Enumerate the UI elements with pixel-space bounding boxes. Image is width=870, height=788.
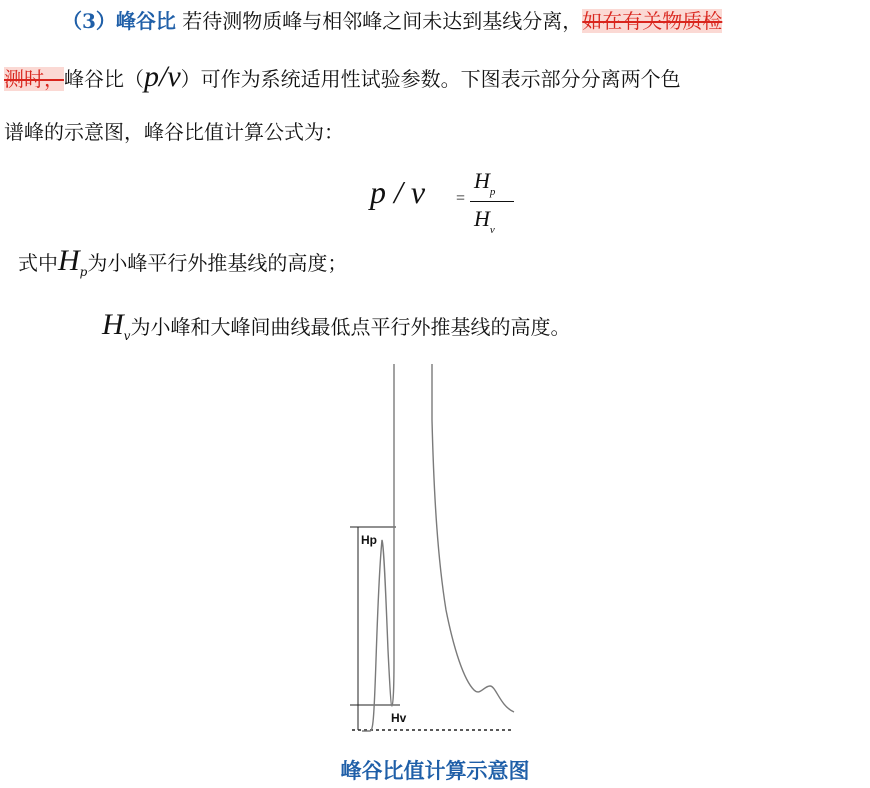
ratio-symbol: p/v — [144, 60, 181, 93]
chromatogram-curve — [362, 364, 394, 731]
def2-symbol: H — [102, 308, 124, 341]
numerator-symbol: H — [474, 168, 490, 193]
paragraph-text-3: 谱峰的示意图，峰谷比值计算公式为： — [4, 120, 344, 144]
section-number: （3） — [62, 9, 116, 33]
paragraph-text-2b: ）可作为系统适用性试验参数。下图表示部分分离两个色 — [180, 67, 681, 91]
denominator-subscript: v — [489, 224, 495, 236]
large-peak-tail — [432, 364, 514, 712]
def1-subscript: p — [79, 265, 88, 279]
def1-prefix: 式中 — [18, 251, 58, 275]
paragraph-text-1: 若待测物质峰与相邻峰之间未达到基线分离， — [175, 9, 583, 33]
label-hp: Hp — [361, 533, 377, 547]
denominator-symbol: H — [474, 206, 490, 231]
label-hv: Hv — [391, 711, 407, 725]
numerator-subscript: p — [489, 186, 496, 198]
def1-text: 为小峰平行外推基线的高度； — [87, 251, 348, 275]
section-title: 峰谷比 — [115, 9, 176, 33]
paragraph-text-2a: 峰谷比（ — [64, 67, 144, 91]
def2-subscript: v — [123, 329, 131, 343]
formula-lhs: p / v — [370, 174, 426, 210]
figure-caption: 峰谷比值计算示意图 — [340, 759, 530, 783]
def1-symbol: H — [58, 244, 80, 277]
deleted-text-1: 如在有关物质检 — [582, 9, 723, 33]
formula-equals: = — [456, 190, 466, 207]
deleted-text-2: 测时， — [4, 67, 64, 91]
def2-text: 为小峰和大峰间曲线最低点平行外推基线的高度。 — [130, 315, 571, 339]
